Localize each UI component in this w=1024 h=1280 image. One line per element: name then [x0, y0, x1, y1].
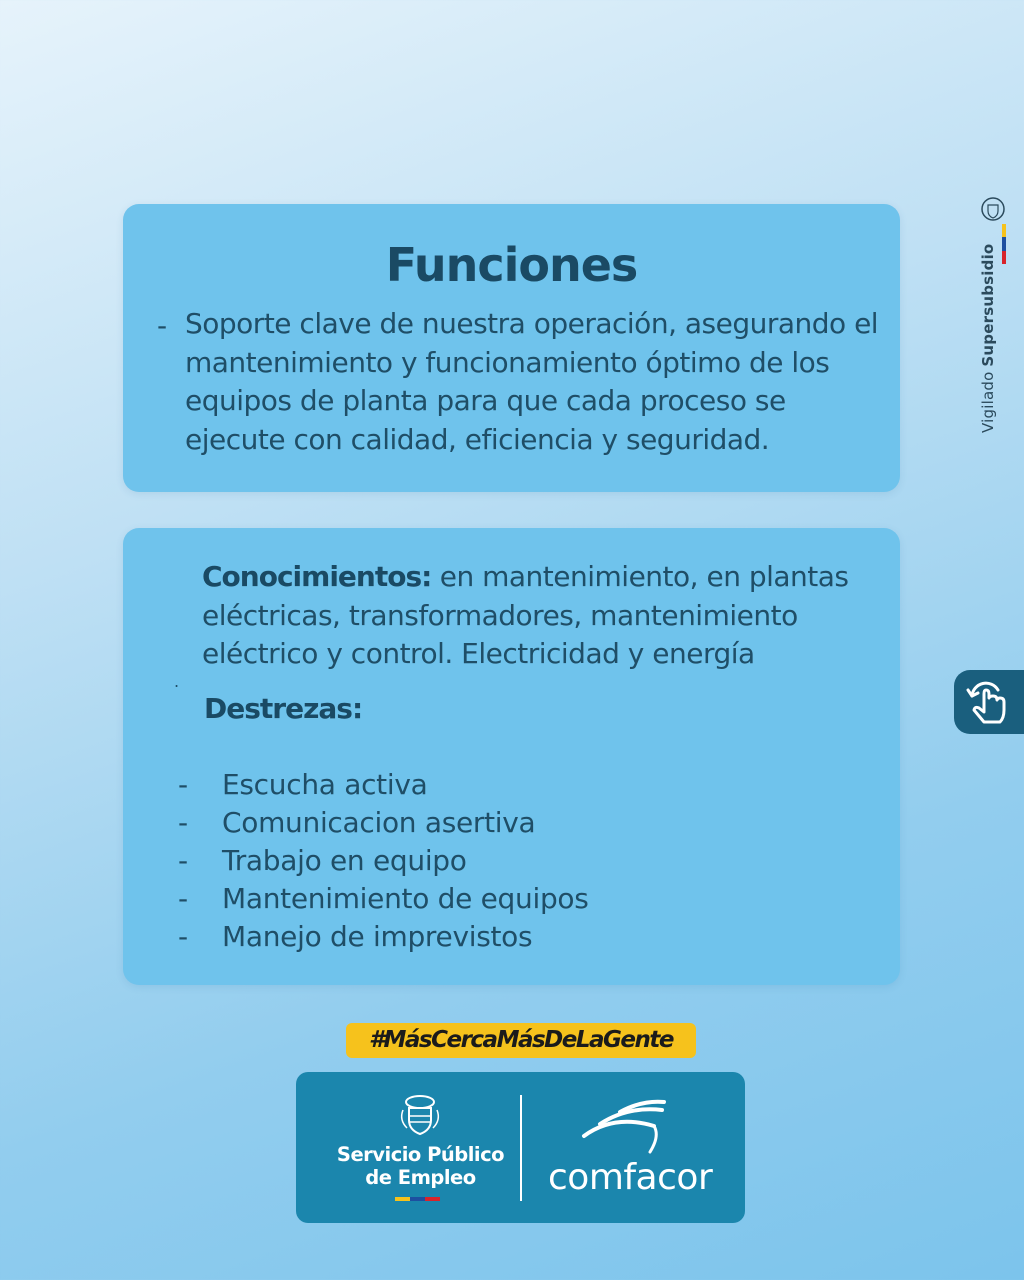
list-item: - Comunicacion asertiva	[178, 806, 536, 839]
vigilado-label: Vigilado Supersubsidio	[979, 243, 997, 433]
page-title: Funciones	[385, 238, 638, 292]
bullet-dash: -	[157, 309, 168, 342]
seal-icon	[980, 196, 1006, 222]
dot-mark: .	[174, 672, 180, 691]
list-item: - Escucha activa	[178, 768, 428, 801]
comfacor-swoosh-icon	[580, 1098, 670, 1158]
logo-divider	[520, 1095, 522, 1201]
conocimientos-paragraph	[202, 558, 862, 674]
flag-stripes	[395, 1197, 440, 1201]
tap-gesture-icon	[958, 674, 1022, 730]
servicio-publico-logo-text: Servicio Público de Empleo	[336, 1143, 505, 1189]
funciones-text: Soporte clave de nuestra operación, asegurando el mantenimiento y funcionamiento óptimo de los equipos de planta para que cada proceso se ejecute con calidad, eficiencia y seguridad.	[185, 307, 879, 456]
vigilado-flag-bar	[1002, 224, 1006, 264]
list-item: - Trabajo en equipo	[178, 844, 467, 877]
destrezas-label: Destrezas:	[204, 692, 363, 725]
list-item: - Mantenimiento de equipos	[178, 882, 589, 915]
conocimientos-text: en mantenimiento, en plantas eléctricas, transformadores, mantenimiento eléctrico y control. Electricidad y energía	[202, 560, 849, 670]
coat-of-arms-icon	[397, 1092, 443, 1138]
tap-gesture-button[interactable]	[954, 670, 1024, 734]
conocimientos-label: Conocimientos:	[202, 560, 432, 593]
comfacor-logo-text: comfacor	[548, 1157, 713, 1198]
skills-list	[178, 766, 589, 956]
list-item: - Manejo de imprevistos	[178, 920, 533, 953]
hashtag-banner: #MásCercaMásDeLaGente	[346, 1023, 696, 1058]
